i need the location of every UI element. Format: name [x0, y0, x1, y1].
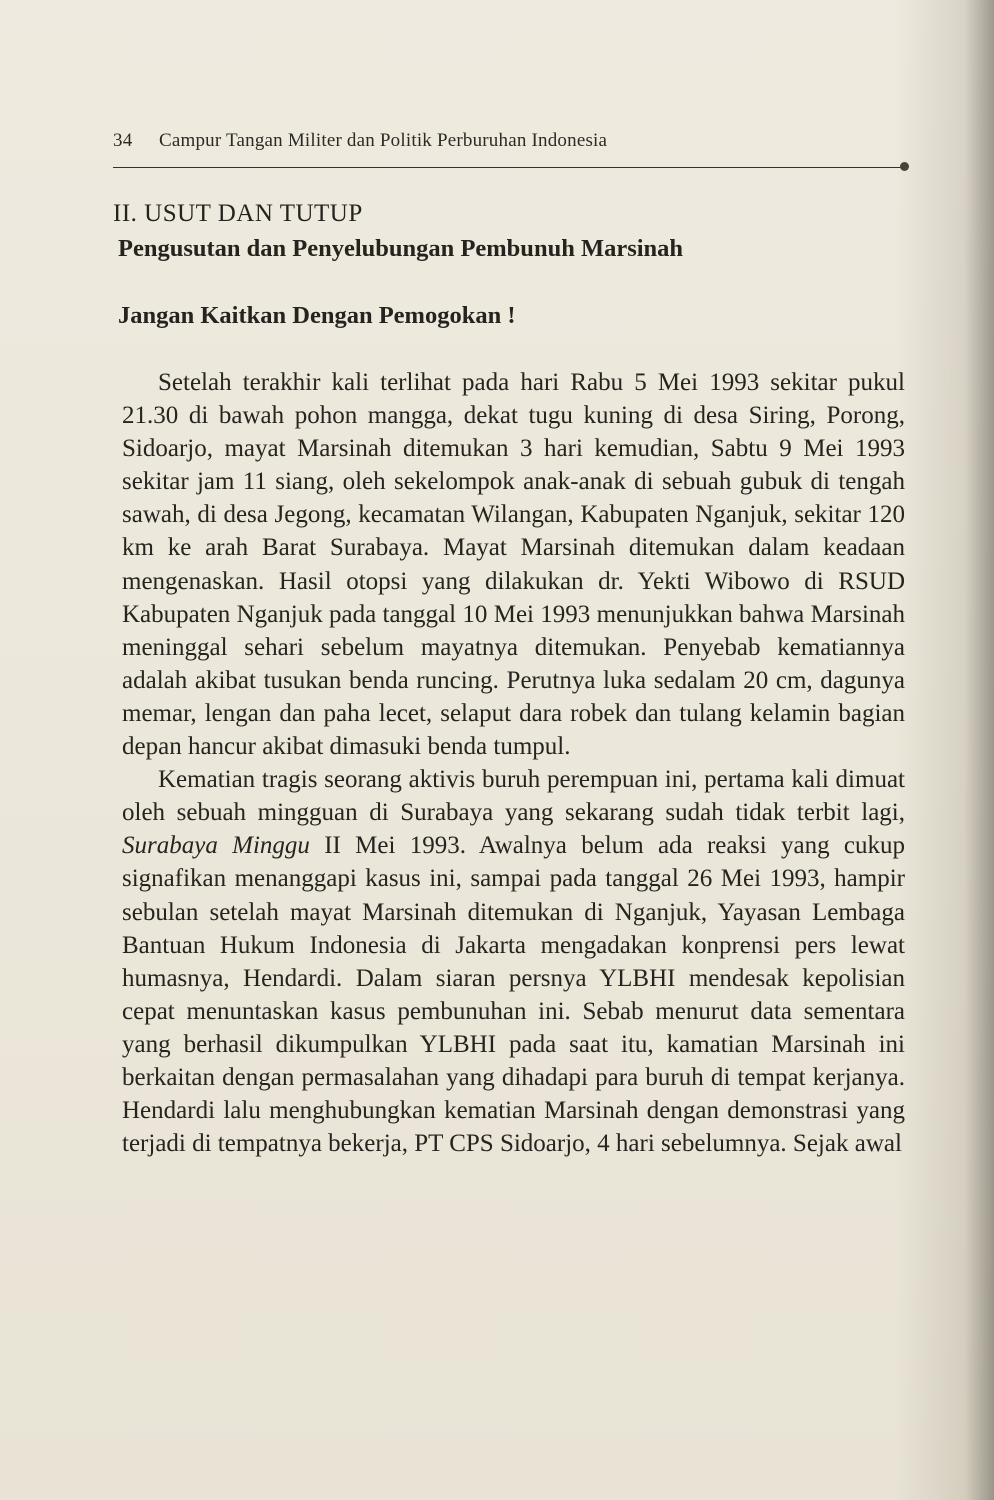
publication-name: Surabaya Minggu — [122, 832, 310, 860]
rule-end-dot — [900, 162, 909, 171]
paragraph-2-part-1: Kematian tragis seorang aktivis buruh perempuan ini, pertama kali dimuat oleh sebuah mingguan di Surabaya yang sekarang sudah tidak terbit lagi, — [122, 766, 905, 827]
body-text — [122, 366, 905, 1160]
section-title: II. USUT DAN TUTUP — [113, 200, 363, 227]
page-number: 34 — [113, 130, 133, 151]
running-head — [113, 130, 903, 152]
running-title: Campur Tangan Militer dan Politik Perburuhan Indonesia — [159, 130, 608, 151]
section-subtitle: Pengusutan dan Penyelubungan Pembunuh Marsinah — [118, 235, 684, 262]
paragraph-1: Setelah terakhir kali terlihat pada hari Rabu 5 Mei 1993 sekitar pukul 21.30 di bawah pohon mangga, dekat tugu kuning di desa Siring, Porong, Sidoarjo, mayat Marsinah ditemukan 3 hari kemudian, Sabtu 9 Mei 1993 sekitar jam 11 siang, oleh sekelompok anak-anak di sebuah gubuk di tengah sawah, di desa Jegong, kecamatan Wilangan, Kabupaten Nganjuk, sekitar 120 km ke arah Barat Surabaya. Mayat Marsinah ditemukan dalam keadaan mengenaskan. Hasil otopsi yang dilakukan dr. Yekti Wibowo di RSUD Kabupaten Nganjuk pada tanggal 10 Mei 1993 menunjukkan bahwa Marsinah meninggal sehari sebelum mayatnya ditemukan. Penyebab kematiannya adalah akibat tusukan benda runcing. Perutnya luka sedalam 20 cm, dagunya memar, lengan dan paha lecet, selaput dara robek dan tulang kelamin bagian depan hancur akibat dimasuki benda tumpul. — [122, 369, 905, 761]
paragraph-2 — [122, 763, 905, 1160]
subsection-title: Jangan Kaitkan Dengan Pemogokan ! — [118, 302, 516, 329]
header-rule — [113, 167, 908, 168]
paragraph-2-part-2: II Mei 1993. Awalnya belum ada reaksi yang cukup signafikan menanggapi kasus ini, sampai pada tanggal 26 Mei 1993, hampir sebulan setelah mayat Marsinah ditemukan di Nganjuk, Yayasan Lembaga Bantuan Hukum Indonesia di Jakarta mengadakan konprensi pers lewat humasnya, Hendardi. Dalam siaran persnya YLBHI mendesak kepolisian cepat menuntaskan kasus pembunuhan ini. Sebab menurut data sementara yang berhasil dikumpulkan YLBHI pada saat itu, kamatian Marsinah ini berkaitan dengan permasalahan yang dihadapi para buruh di tempat kerjanya. Hendardi lalu menghubungkan kematian Marsinah dengan demonstrasi yang terjadi di tempatnya bekerja, PT CPS Sidoarjo, 4 hari sebelumnya. Sejak awal — [122, 832, 905, 1158]
